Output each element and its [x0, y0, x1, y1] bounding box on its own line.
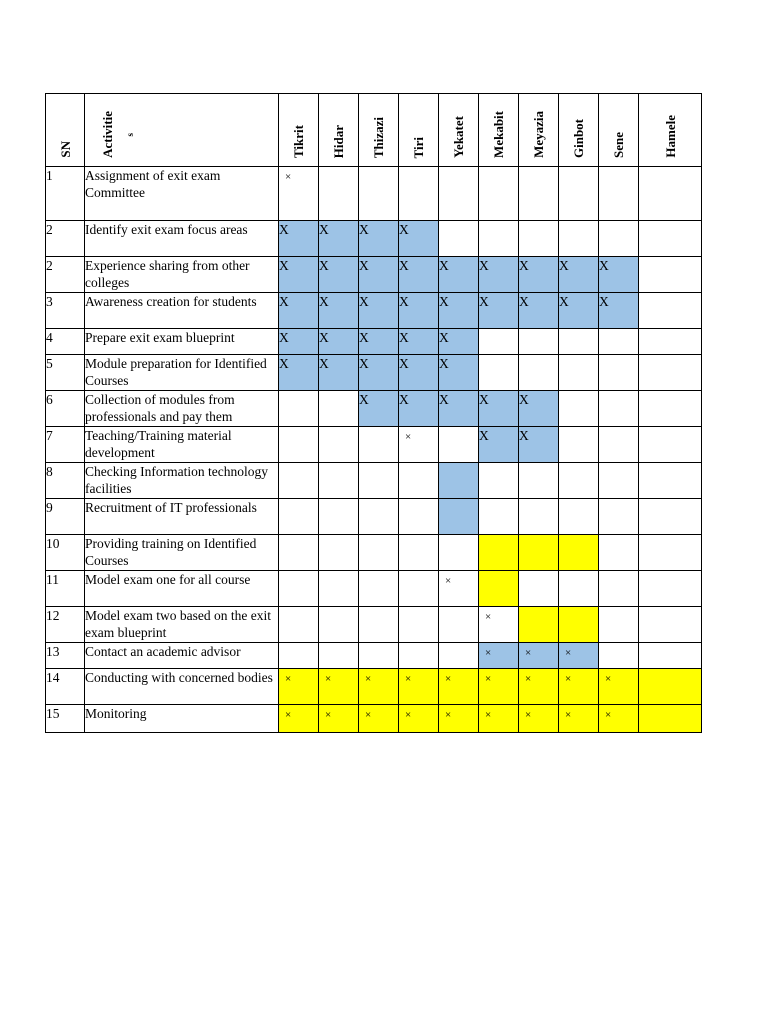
schedule-cell: [479, 463, 519, 499]
table-row: [46, 643, 702, 669]
schedule-cell: X: [279, 257, 319, 293]
table-row: [46, 221, 702, 257]
schedule-cell: ×: [599, 705, 639, 733]
header-row: [46, 94, 702, 167]
schedule-cell: ×: [399, 669, 439, 705]
schedule-cell: [599, 355, 639, 391]
schedule-cell: X: [279, 221, 319, 257]
schedule-cell: [439, 643, 479, 669]
column-header-month: [559, 94, 599, 167]
schedule-cell: ×: [359, 669, 399, 705]
schedule-cell: ×: [279, 705, 319, 733]
schedule-cell: [479, 221, 519, 257]
row-sn: 13: [46, 643, 85, 669]
month-label: Hamele: [662, 115, 678, 158]
schedule-cell: ×: [399, 705, 439, 733]
schedule-cell: X: [279, 293, 319, 329]
month-label: Thizazi: [371, 116, 386, 158]
schedule-cell: X: [399, 221, 439, 257]
table-row: [46, 391, 702, 427]
schedule-cell: [279, 643, 319, 669]
column-header-month: [399, 94, 439, 167]
table-row: [46, 355, 702, 391]
schedule-cell: ×: [479, 607, 519, 643]
sn-label: SN: [57, 141, 73, 158]
schedule-cell: ×: [519, 705, 559, 733]
column-header-month: [599, 94, 639, 167]
schedule-cell: [599, 427, 639, 463]
schedule-cell: X: [439, 391, 479, 427]
schedule-cell: [399, 535, 439, 571]
month-label: Hidar: [331, 124, 346, 158]
schedule-cell: [359, 607, 399, 643]
schedule-cell: X: [319, 257, 359, 293]
schedule-cell: ×: [279, 167, 319, 221]
table-row: [46, 293, 702, 329]
schedule-cell: [639, 355, 702, 391]
schedule-cell: [639, 499, 702, 535]
row-sn: 7: [46, 427, 85, 463]
row-sn: 11: [46, 571, 85, 607]
schedule-cell: [479, 571, 519, 607]
schedule-cell: [639, 221, 702, 257]
row-sn: 8: [46, 463, 85, 499]
schedule-cell: ×: [519, 643, 559, 669]
schedule-cell: [479, 535, 519, 571]
schedule-cell: ×: [279, 669, 319, 705]
row-activity: Collection of modules from professionals and pay them: [85, 391, 279, 427]
schedule-cell: [399, 643, 439, 669]
schedule-cell: X: [439, 257, 479, 293]
schedule-cell: X: [359, 293, 399, 329]
schedule-cell: [279, 391, 319, 427]
table-row: [46, 705, 702, 733]
schedule-cell: [439, 499, 479, 535]
schedule-cell: ×: [399, 427, 439, 463]
month-label: Ginbot: [571, 118, 586, 158]
schedule-cell: [479, 355, 519, 391]
schedule-cell: [639, 463, 702, 499]
row-sn: 2: [46, 257, 85, 293]
schedule-cell: [439, 463, 479, 499]
table-row: [46, 499, 702, 535]
column-header-month: [439, 94, 479, 167]
schedule-cell: [279, 607, 319, 643]
schedule-cell: [559, 427, 599, 463]
schedule-cell: [559, 167, 599, 221]
table-row: [46, 257, 702, 293]
schedule-cell: X: [279, 329, 319, 355]
schedule-cell: [279, 571, 319, 607]
schedule-cell: [519, 499, 559, 535]
schedule-cell: X: [439, 355, 479, 391]
month-label: Yekatet: [451, 116, 466, 158]
schedule-cell: [599, 167, 639, 221]
schedule-cell: [479, 499, 519, 535]
schedule-cell: X: [559, 293, 599, 329]
row-activity: Monitoring: [85, 705, 279, 733]
schedule-cell: X: [599, 293, 639, 329]
schedule-cell: [639, 669, 702, 705]
schedule-cell: [399, 167, 439, 221]
row-activity: Providing training on Identified Courses: [85, 535, 279, 571]
column-header-month: [279, 94, 319, 167]
row-activity: Recruitment of IT professionals: [85, 499, 279, 535]
schedule-cell: X: [399, 355, 439, 391]
schedule-cell: [639, 293, 702, 329]
schedule-cell: [519, 571, 559, 607]
schedule-cell: X: [479, 391, 519, 427]
schedule-cell: [559, 391, 599, 427]
schedule-cell: X: [479, 257, 519, 293]
schedule-cell: [359, 427, 399, 463]
row-activity: Experience sharing from other colleges: [85, 257, 279, 293]
schedule-cell: [599, 499, 639, 535]
row-activity: Prepare exit exam blueprint: [85, 329, 279, 355]
schedule-cell: [599, 535, 639, 571]
column-header-month: [319, 94, 359, 167]
schedule-cell: [319, 535, 359, 571]
schedule-cell: ×: [559, 669, 599, 705]
activities-label-line1: Activitie: [100, 111, 115, 158]
schedule-cell: X: [599, 257, 639, 293]
schedule-cell: X: [279, 355, 319, 391]
row-activity: Assignment of exit exam Committee: [85, 167, 279, 221]
schedule-cell: [279, 427, 319, 463]
schedule-cell: ×: [479, 705, 519, 733]
schedule-cell: X: [559, 257, 599, 293]
schedule-cell: [399, 571, 439, 607]
schedule-cell: [519, 221, 559, 257]
column-header-sn: [46, 94, 85, 167]
schedule-cell: [559, 355, 599, 391]
schedule-cell: [439, 607, 479, 643]
schedule-cell: [559, 329, 599, 355]
schedule-cell: X: [359, 257, 399, 293]
schedule-cell: X: [479, 293, 519, 329]
schedule-cell: ×: [599, 669, 639, 705]
schedule-cell: [359, 463, 399, 499]
row-sn: 14: [46, 669, 85, 705]
schedule-cell: X: [439, 293, 479, 329]
schedule-cell: [279, 535, 319, 571]
schedule-cell: [599, 607, 639, 643]
schedule-cell: [639, 535, 702, 571]
schedule-cell: [319, 571, 359, 607]
schedule-cell: [519, 463, 559, 499]
month-label: Sene: [611, 132, 626, 158]
schedule-cell: [319, 499, 359, 535]
schedule-cell: [319, 643, 359, 669]
schedule-cell: X: [319, 221, 359, 257]
table-row: [46, 427, 702, 463]
schedule-cell: [559, 463, 599, 499]
month-label: Mekabit: [491, 111, 506, 158]
schedule-cell: X: [399, 329, 439, 355]
schedule-cell: X: [439, 329, 479, 355]
schedule-cell: [359, 167, 399, 221]
schedule-cell: X: [519, 427, 559, 463]
schedule-cell: [439, 535, 479, 571]
schedule-cell: [639, 643, 702, 669]
row-activity: Model exam two based on the exit exam blueprint: [85, 607, 279, 643]
schedule-cell: [319, 607, 359, 643]
column-header-activities: [85, 94, 279, 167]
schedule-cell: [359, 571, 399, 607]
schedule-cell: [559, 221, 599, 257]
row-activity: Contact an academic advisor: [85, 643, 279, 669]
row-sn: 12: [46, 607, 85, 643]
schedule-cell: [519, 607, 559, 643]
schedule-cell: [599, 463, 639, 499]
schedule-cell: [399, 463, 439, 499]
schedule-cell: [399, 499, 439, 535]
month-label: Tiri: [411, 136, 426, 158]
schedule-cell: [639, 705, 702, 733]
schedule-cell: X: [399, 391, 439, 427]
schedule-cell: X: [319, 329, 359, 355]
schedule-cell: ×: [559, 643, 599, 669]
schedule-cell: [479, 167, 519, 221]
schedule-cell: X: [359, 221, 399, 257]
schedule-cell: ×: [439, 571, 479, 607]
schedule-cell: [639, 167, 702, 221]
table-row: [46, 607, 702, 643]
schedule-cell: ×: [439, 669, 479, 705]
schedule-cell: [639, 329, 702, 355]
schedule-cell: [559, 607, 599, 643]
schedule-cell: [519, 355, 559, 391]
schedule-cell: [319, 427, 359, 463]
schedule-cell: X: [519, 391, 559, 427]
schedule-cell: [599, 221, 639, 257]
schedule-cell: [319, 167, 359, 221]
row-sn: 6: [46, 391, 85, 427]
row-sn: 2: [46, 221, 85, 257]
table-row: [46, 669, 702, 705]
column-header-month: [519, 94, 559, 167]
row-activity: Model exam one for all course: [85, 571, 279, 607]
table-row: [46, 535, 702, 571]
schedule-cell: [359, 643, 399, 669]
schedule-cell: [279, 463, 319, 499]
schedule-cell: [559, 571, 599, 607]
schedule-cell: [319, 463, 359, 499]
schedule-cell: [599, 643, 639, 669]
schedule-cell: X: [319, 355, 359, 391]
column-header-month: [359, 94, 399, 167]
table-row: [46, 571, 702, 607]
schedule-cell: X: [519, 257, 559, 293]
schedule-cell: X: [519, 293, 559, 329]
exit-exam-schedule-table: [45, 93, 702, 733]
schedule-cell: [519, 167, 559, 221]
schedule-cell: X: [319, 293, 359, 329]
row-sn: 5: [46, 355, 85, 391]
schedule-cell: ×: [559, 705, 599, 733]
schedule-cell: [639, 571, 702, 607]
schedule-cell: [399, 607, 439, 643]
schedule-cell: X: [479, 427, 519, 463]
schedule-cell: [519, 535, 559, 571]
schedule-cell: ×: [479, 643, 519, 669]
row-sn: 10: [46, 535, 85, 571]
row-sn: 15: [46, 705, 85, 733]
schedule-cell: [599, 329, 639, 355]
schedule-cell: [319, 391, 359, 427]
row-sn: 9: [46, 499, 85, 535]
schedule-cell: ×: [319, 705, 359, 733]
schedule-cell: [639, 427, 702, 463]
table-row: [46, 167, 702, 221]
schedule-cell: [559, 499, 599, 535]
row-sn: 3: [46, 293, 85, 329]
table-row: [46, 463, 702, 499]
schedule-cell: X: [359, 329, 399, 355]
schedule-cell: [359, 535, 399, 571]
schedule-cell: ×: [319, 669, 359, 705]
schedule-cell: X: [399, 293, 439, 329]
schedule-cell: ×: [439, 705, 479, 733]
row-activity: Module preparation for Identified Courses: [85, 355, 279, 391]
schedule-cell: [439, 221, 479, 257]
schedule-cell: [639, 391, 702, 427]
schedule-cell: [559, 535, 599, 571]
schedule-cell: [519, 329, 559, 355]
schedule-cell: [599, 571, 639, 607]
schedule-cell: [279, 499, 319, 535]
schedule-cell: X: [399, 257, 439, 293]
schedule-cell: ×: [359, 705, 399, 733]
schedule-cell: [599, 391, 639, 427]
schedule-cell: ×: [519, 669, 559, 705]
row-activity: Conducting with concerned bodies: [85, 669, 279, 705]
activities-label-line2: s: [125, 132, 135, 137]
schedule-cell: X: [359, 355, 399, 391]
month-label: Meyazia: [531, 111, 546, 158]
schedule-cell: ×: [479, 669, 519, 705]
table-row: [46, 329, 702, 355]
row-sn: 1: [46, 167, 85, 221]
schedule-cell: X: [359, 391, 399, 427]
schedule-cell: [479, 329, 519, 355]
row-activity: Identify exit exam focus areas: [85, 221, 279, 257]
row-activity: Awareness creation for students: [85, 293, 279, 329]
column-header-month: [479, 94, 519, 167]
column-header-month: [639, 94, 702, 167]
schedule-cell: [639, 607, 702, 643]
schedule-cell: [439, 427, 479, 463]
month-label: Tikrit: [291, 125, 306, 158]
row-activity: Teaching/Training material development: [85, 427, 279, 463]
row-activity: Checking Information technology facilities: [85, 463, 279, 499]
schedule-cell: [439, 167, 479, 221]
row-sn: 4: [46, 329, 85, 355]
schedule-cell: [639, 257, 702, 293]
schedule-cell: [359, 499, 399, 535]
